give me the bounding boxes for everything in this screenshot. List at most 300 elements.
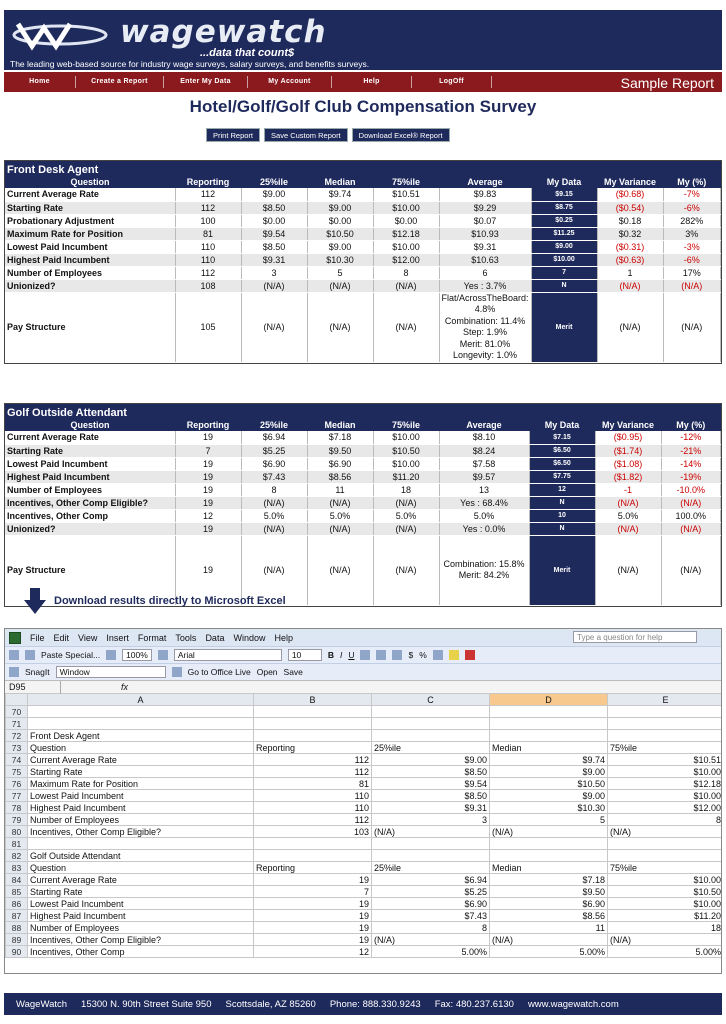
font-select[interactable]: Arial (174, 649, 282, 661)
column-header: 25%ile (241, 176, 307, 188)
spreadsheet-row (6, 922, 723, 934)
row-number: 75 (6, 766, 28, 778)
spreadsheet-cell[interactable]: Number of Employees (28, 814, 254, 826)
download-excel-button[interactable]: Download Excel® Report (352, 128, 450, 142)
row-number: 76 (6, 778, 28, 790)
row-label: Pay Structure (5, 535, 175, 605)
nav-enter-my-data[interactable]: Enter My Data (164, 76, 248, 88)
spreadsheet-cell[interactable] (254, 838, 372, 850)
name-box[interactable]: D95 (5, 681, 61, 694)
spreadsheet-cell[interactable]: (N/A) (490, 934, 608, 946)
spreadsheet-cell[interactable]: $6.94 (372, 874, 490, 886)
table-cell: (N/A) (307, 279, 373, 292)
table-cell: -1 (595, 483, 661, 496)
spreadsheet-cell[interactable]: 5.00% (490, 946, 608, 958)
menu-edit[interactable]: Edit (53, 632, 70, 643)
table-cell: $0.25 (531, 214, 597, 227)
table-cell: $11.25 (531, 227, 597, 240)
table-cell: -14% (661, 457, 721, 470)
spreadsheet-cell[interactable]: $5.25 (372, 886, 490, 898)
table-cell: $9.00 (531, 240, 597, 253)
table-cell: $0.00 (241, 214, 307, 227)
spreadsheet-cell[interactable]: $9.00 (372, 754, 490, 766)
table-cell: (N/A) (307, 292, 373, 362)
spreadsheet-row (6, 706, 723, 718)
table-cell: $9.00 (307, 240, 373, 253)
spreadsheet-cell[interactable]: 112 (254, 766, 372, 778)
table-cell: $6.90 (241, 457, 307, 470)
row-number: 82 (6, 850, 28, 862)
table-cell: 1 (597, 266, 663, 279)
spreadsheet-cell[interactable]: $10.50 (490, 778, 608, 790)
column-header[interactable]: A (28, 694, 254, 706)
table-cell: $10.00 (373, 431, 439, 444)
spreadsheet-cell[interactable]: $6.90 (490, 898, 608, 910)
spreadsheet-cell[interactable] (372, 730, 490, 742)
spreadsheet-cell[interactable]: 81 (254, 778, 372, 790)
table-cell: 282% (663, 214, 720, 227)
spreadsheet-cell[interactable]: $7.43 (372, 910, 490, 922)
spreadsheet-cell[interactable]: 19 (254, 874, 372, 886)
row-label: Highest Paid Incumbent (5, 470, 175, 483)
spreadsheet-cell[interactable]: (N/A) (372, 826, 490, 838)
spreadsheet-cell[interactable]: 8 (608, 814, 723, 826)
spreadsheet-cell[interactable]: $10.00 (608, 874, 723, 886)
menu-data[interactable]: Data (205, 632, 225, 643)
nav-logoff[interactable]: LogOff (412, 76, 492, 88)
table-cell: (N/A) (373, 535, 439, 605)
table-cell: 19 (175, 483, 241, 496)
column-header[interactable]: B (254, 694, 372, 706)
spreadsheet-cell[interactable]: $7.18 (490, 874, 608, 886)
new-icon[interactable] (9, 650, 19, 660)
table-cell: $0.00 (307, 214, 373, 227)
table-cell: (N/A) (661, 522, 721, 535)
spreadsheet-cell[interactable]: $8.50 (372, 790, 490, 802)
table-cell: (N/A) (661, 535, 721, 605)
spreadsheet-cell[interactable] (28, 706, 254, 718)
spreadsheet-cell[interactable] (28, 838, 254, 850)
pay-structure-line: Step: 1.9% (463, 327, 508, 337)
print-icon[interactable] (106, 650, 116, 660)
spreadsheet-cell[interactable]: Starting Rate (28, 766, 254, 778)
row-number: 83 (6, 862, 28, 874)
spreadsheet-cell[interactable]: Incentives, Other Comp Eligible? (28, 934, 254, 946)
spreadsheet-cell[interactable]: 5 (490, 814, 608, 826)
table-cell: 110 (175, 240, 241, 253)
spreadsheet-cell[interactable]: (N/A) (372, 934, 490, 946)
spreadsheet-cell[interactable]: $8.56 (490, 910, 608, 922)
spreadsheet-cell[interactable]: $9.54 (372, 778, 490, 790)
table-cell: (N/A) (307, 522, 373, 535)
spreadsheet-cell[interactable] (254, 850, 372, 862)
spreadsheet-cell[interactable]: Median (490, 862, 608, 874)
table-cell: $9.74 (307, 188, 373, 201)
spreadsheet-cell[interactable]: 3 (372, 814, 490, 826)
table-cell: Merit (529, 535, 595, 605)
spreadsheet-cell[interactable]: $10.51 (608, 754, 723, 766)
spreadsheet-row (6, 730, 723, 742)
table-cell: $5.25 (241, 444, 307, 457)
down-arrow-icon (24, 588, 46, 614)
column-header[interactable]: E (608, 694, 723, 706)
row-number: 88 (6, 922, 28, 934)
spreadsheet-cell[interactable]: 19 (254, 934, 372, 946)
spreadsheet-cell[interactable]: 110 (254, 802, 372, 814)
table-cell: 12 (529, 483, 595, 496)
table-cell: ($1.82) (595, 470, 661, 483)
pay-structure-line: Combination: 11.4% (444, 315, 526, 326)
row-number: 85 (6, 886, 28, 898)
spreadsheet-cell[interactable] (608, 706, 723, 718)
spreadsheet-cell[interactable] (608, 718, 723, 730)
spreadsheet-cell[interactable]: Starting Rate (28, 886, 254, 898)
spreadsheet-cell[interactable] (490, 706, 608, 718)
font-color-icon[interactable] (465, 650, 475, 660)
row-label: Lowest Paid Incumbent (5, 240, 175, 253)
spreadsheet-cell[interactable]: Number of Employees (28, 922, 254, 934)
row-number: 71 (6, 718, 28, 730)
spreadsheet-cell[interactable]: $10.00 (608, 766, 723, 778)
pay-structure-line: Flat/AcrossTheBoard: 4.8% (441, 292, 529, 314)
menu-tools[interactable]: Tools (175, 632, 197, 643)
spreadsheet-cell[interactable]: Question (28, 742, 254, 754)
spreadsheet-cell[interactable]: (N/A) (608, 934, 723, 946)
go-to-office-live-button[interactable]: Go to Office Live (187, 667, 251, 677)
print-report-button[interactable]: Print Report (206, 128, 260, 142)
spreadsheet-cell[interactable]: 112 (254, 814, 372, 826)
table-cell: Yes : 3.7% (439, 279, 531, 292)
spreadsheet-row (6, 946, 723, 958)
nav-home[interactable]: Home (4, 76, 76, 88)
spreadsheet-cell[interactable]: $10.50 (608, 886, 723, 898)
table-cell: 100.0% (661, 509, 721, 522)
fill-color-icon[interactable] (449, 650, 459, 660)
table-row (5, 470, 721, 483)
paste-special-button[interactable]: Paste Special... (41, 650, 101, 660)
spreadsheet-cell[interactable]: 18 (608, 922, 723, 934)
table-cell: $9.50 (307, 444, 373, 457)
column-header[interactable]: C (372, 694, 490, 706)
table-cell: $9.15 (531, 188, 597, 201)
table-cell: $7.75 (529, 470, 595, 483)
table-cell: ($0.54) (597, 201, 663, 214)
spreadsheet-cell[interactable]: Reporting (254, 862, 372, 874)
snagit-button[interactable]: SnagIt (25, 667, 50, 677)
column-header: My Data (529, 419, 595, 431)
spreadsheet-cell[interactable] (372, 838, 490, 850)
spreadsheet-cell[interactable]: $11.20 (608, 910, 723, 922)
font-size-select[interactable]: 10 (288, 649, 322, 661)
table-cell: $9.83 (439, 188, 531, 201)
spreadsheet-cell[interactable]: 25%ile (372, 742, 490, 754)
table-cell: ($1.08) (595, 457, 661, 470)
row-number: 80 (6, 826, 28, 838)
table-cell: (N/A) (373, 496, 439, 509)
table-cell: $0.18 (597, 214, 663, 227)
spreadsheet-cell[interactable]: Lowest Paid Incumbent (28, 898, 254, 910)
download-promo (24, 588, 286, 614)
table-cell: -7% (663, 188, 720, 201)
table-cell: $7.18 (307, 431, 373, 444)
spreadsheet-cell[interactable]: $10.00 (608, 790, 723, 802)
column-header: Reporting (175, 419, 241, 431)
spreadsheet-cell[interactable]: 5.00% (372, 946, 490, 958)
row-label: Maximum Rate for Position (5, 227, 175, 240)
table-cell: $0.00 (373, 214, 439, 227)
spreadsheet-cell[interactable]: $8.50 (372, 766, 490, 778)
spreadsheet-cell[interactable] (490, 850, 608, 862)
percent-button[interactable]: % (419, 650, 427, 660)
table-cell: (N/A) (595, 522, 661, 535)
table-cell: N (529, 522, 595, 535)
footer-info: Fax: 480.237.6130 (434, 998, 514, 1010)
footer-info[interactable]: www.wagewatch.com (527, 998, 619, 1010)
spreadsheet-cell[interactable] (490, 838, 608, 850)
nav-my-account[interactable]: My Account (248, 76, 332, 88)
table-cell: 19 (175, 470, 241, 483)
table-cell: $8.10 (439, 431, 529, 444)
table-cell: 18 (373, 483, 439, 496)
spreadsheet-cell[interactable]: 112 (254, 754, 372, 766)
table-cell: 19 (175, 457, 241, 470)
spreadsheet-cell[interactable]: (N/A) (608, 826, 723, 838)
table-cell: $8.56 (307, 470, 373, 483)
row-number: 87 (6, 910, 28, 922)
spreadsheet-cell[interactable] (372, 850, 490, 862)
spreadsheet-cell[interactable]: Golf Outside Attendant (28, 850, 254, 862)
spreadsheet-cell[interactable]: $10.00 (608, 898, 723, 910)
spreadsheet-cell[interactable]: 12 (254, 946, 372, 958)
column-header[interactable]: D (490, 694, 608, 706)
table-cell: 3 (241, 266, 307, 279)
spreadsheet-cell[interactable]: 110 (254, 790, 372, 802)
zoom-select[interactable]: 100% (122, 649, 152, 661)
column-header: Question (5, 176, 175, 188)
table-cell: $10.00 (531, 253, 597, 266)
row-number: 77 (6, 790, 28, 802)
align-right-icon[interactable] (392, 650, 402, 660)
table-cell: (N/A) (241, 279, 307, 292)
row-number: 84 (6, 874, 28, 886)
excel-toolbar (5, 646, 721, 663)
spreadsheet-cell[interactable] (608, 730, 723, 742)
column-header-row (6, 694, 723, 706)
table-cell: 100 (175, 214, 241, 227)
column-header: Median (307, 419, 373, 431)
currency-button[interactable]: $ (408, 650, 414, 660)
spreadsheet-cell[interactable]: 103 (254, 826, 372, 838)
spreadsheet-cell[interactable]: $9.50 (490, 886, 608, 898)
spreadsheet-cell[interactable]: Highest Paid Incumbent (28, 802, 254, 814)
table-cell: $10.63 (439, 253, 531, 266)
spreadsheet-cell[interactable]: 19 (254, 910, 372, 922)
table-cell: (N/A) (663, 279, 720, 292)
menu-file[interactable]: File (30, 632, 45, 643)
table-cell: $9.54 (241, 227, 307, 240)
spreadsheet-cell[interactable]: 25%ile (372, 862, 490, 874)
table-cell: 5.0% (595, 509, 661, 522)
table-cell: $10.00 (373, 457, 439, 470)
footer-brand: WageWatch (16, 998, 68, 1010)
table-cell: 5.0% (439, 509, 529, 522)
pay-structure-line: Merit: 84.2% (458, 570, 510, 580)
table-row (5, 201, 721, 214)
open-button[interactable]: Open (256, 667, 278, 677)
nav-create-report[interactable]: Create a Report (76, 76, 164, 88)
column-header: Reporting (175, 176, 241, 188)
spreadsheet-cell[interactable]: $6.90 (372, 898, 490, 910)
save-button[interactable]: Save (283, 667, 303, 677)
spreadsheet-cell[interactable]: $9.00 (490, 766, 608, 778)
menu-help[interactable]: Help (274, 632, 293, 643)
table-row (5, 214, 721, 227)
row-number: 90 (6, 946, 28, 958)
spreadsheet-row (6, 778, 723, 790)
spreadsheet-cell[interactable]: $9.74 (490, 754, 608, 766)
row-number: 78 (6, 802, 28, 814)
table-cell: N (531, 279, 597, 292)
menu-format[interactable]: Format (137, 632, 167, 643)
table-row (5, 509, 721, 522)
table-cell: 5.0% (373, 509, 439, 522)
spreadsheet-cell[interactable]: 75%ile (608, 862, 723, 874)
spreadsheet-cell[interactable] (372, 718, 490, 730)
table-cell: ($0.31) (597, 240, 663, 253)
spreadsheet-cell[interactable] (254, 706, 372, 718)
spreadsheet-cell[interactable] (254, 718, 372, 730)
spreadsheet-cell[interactable]: Median (490, 742, 608, 754)
spreadsheet-cell[interactable]: 19 (254, 898, 372, 910)
open-icon[interactable] (25, 650, 35, 660)
table-cell: 110 (175, 253, 241, 266)
table-cell: 10 (529, 509, 595, 522)
spreadsheet-cell[interactable]: 5.00% (608, 946, 723, 958)
table-cell: (N/A) (373, 292, 439, 362)
spreadsheet-cell[interactable]: Lowest Paid Incumbent (28, 790, 254, 802)
italic-button[interactable]: I (339, 650, 343, 660)
align-center-icon[interactable] (376, 650, 386, 660)
spreadsheet-cell[interactable] (490, 730, 608, 742)
spreadsheet-cell[interactable]: Current Average Rate (28, 754, 254, 766)
table-cell: (N/A) (373, 522, 439, 535)
report-actions (206, 128, 450, 142)
table-cell: 5.0% (307, 509, 373, 522)
table-cell: ($1.74) (595, 444, 661, 457)
site-footer (4, 993, 722, 1015)
save-custom-report-button[interactable]: Save Custom Report (264, 128, 348, 142)
spreadsheet-row (6, 910, 723, 922)
menu-window[interactable]: Window (233, 632, 266, 643)
spreadsheet-cell[interactable]: $12.00 (608, 802, 723, 814)
spreadsheet-cell[interactable] (608, 850, 723, 862)
bold-button[interactable]: B (327, 650, 334, 660)
column-header: My Variance (595, 419, 661, 431)
spreadsheet-cell[interactable]: $12.18 (608, 778, 723, 790)
table-cell: ($0.63) (597, 253, 663, 266)
table-row (5, 253, 721, 266)
menu-insert[interactable]: Insert (106, 632, 129, 643)
select-all-corner[interactable] (6, 694, 28, 706)
spreadsheet-cell[interactable]: 19 (254, 922, 372, 934)
spreadsheet-cell[interactable]: 8 (372, 922, 490, 934)
table-cell: $10.93 (439, 227, 531, 240)
footer-info: 15300 N. 90th Street Suite 950 (81, 998, 212, 1010)
align-left-icon[interactable] (360, 650, 370, 660)
help-search-input[interactable]: Type a question for help (573, 631, 697, 643)
row-label: Probationary Adjustment (5, 214, 175, 227)
front-desk-table (5, 176, 721, 363)
table-cell: 5.0% (241, 509, 307, 522)
window-select[interactable]: Window (56, 666, 166, 678)
spreadsheet-cell[interactable]: $10.30 (490, 802, 608, 814)
column-header: Median (307, 176, 373, 188)
row-label: Starting Rate (5, 444, 175, 457)
table-cell: (N/A) (241, 496, 307, 509)
spreadsheet-cell[interactable]: Incentives, Other Comp Eligible? (28, 826, 254, 838)
table-cell: $10.51 (373, 188, 439, 201)
help-icon[interactable] (158, 650, 168, 660)
row-label: Current Average Rate (5, 431, 175, 444)
spreadsheet-cell[interactable]: Front Desk Agent (28, 730, 254, 742)
menu-view[interactable]: View (78, 632, 98, 643)
spreadsheet-cell[interactable]: 75%ile (608, 742, 723, 754)
table-cell: 6 (439, 266, 531, 279)
spreadsheet-cell[interactable] (372, 706, 490, 718)
spreadsheet-cell[interactable] (490, 718, 608, 730)
table-cell: -6% (663, 201, 720, 214)
spreadsheet-cell[interactable]: Question (28, 862, 254, 874)
column-header: Question (5, 419, 175, 431)
spreadsheet-cell[interactable]: $9.00 (490, 790, 608, 802)
table-cell: -21% (661, 444, 721, 457)
spreadsheet-cell[interactable]: 7 (254, 886, 372, 898)
excel-window (4, 628, 722, 974)
spreadsheet-cell[interactable] (608, 838, 723, 850)
spreadsheet-row (6, 718, 723, 730)
borders-icon[interactable] (433, 650, 443, 660)
section-title: Golf Outside Attendant (5, 404, 721, 419)
spreadsheet-cell[interactable]: Reporting (254, 742, 372, 754)
spreadsheet-row (6, 838, 723, 850)
table-cell: (N/A) (373, 279, 439, 292)
spreadsheet-cell[interactable] (254, 730, 372, 742)
table-cell: $7.58 (439, 457, 529, 470)
table-cell: $11.20 (373, 470, 439, 483)
spreadsheet-cell[interactable]: Current Average Rate (28, 874, 254, 886)
pay-structure-line: Longevity: 1.0% (453, 350, 518, 360)
table-cell: $9.00 (241, 188, 307, 201)
table-cell: 13 (439, 483, 529, 496)
spreadsheet-cell[interactable]: 11 (490, 922, 608, 934)
spreadsheet-cell[interactable]: Maximum Rate for Position (28, 778, 254, 790)
underline-button[interactable]: U (348, 650, 355, 660)
table-cell: $7.15 (529, 431, 595, 444)
row-label: Highest Paid Incumbent (5, 253, 175, 266)
table-cell: 19 (175, 496, 241, 509)
subtagline: The leading web-based source for industry wage surveys, salary surveys, and benefits surveys. (10, 59, 370, 69)
spreadsheet-cell[interactable]: Highest Paid Incumbent (28, 910, 254, 922)
table-cell: 12 (175, 509, 241, 522)
spreadsheet-cell[interactable]: Incentives, Other Comp (28, 946, 254, 958)
spreadsheet-cell[interactable] (28, 718, 254, 730)
spreadsheet-cell[interactable]: (N/A) (490, 826, 608, 838)
golf-outside-attendant-section (4, 403, 722, 607)
table-cell: (N/A) (597, 279, 663, 292)
spreadsheet-cell[interactable]: $9.31 (372, 802, 490, 814)
table-cell: 7 (175, 444, 241, 457)
nav-help[interactable]: Help (332, 76, 412, 88)
